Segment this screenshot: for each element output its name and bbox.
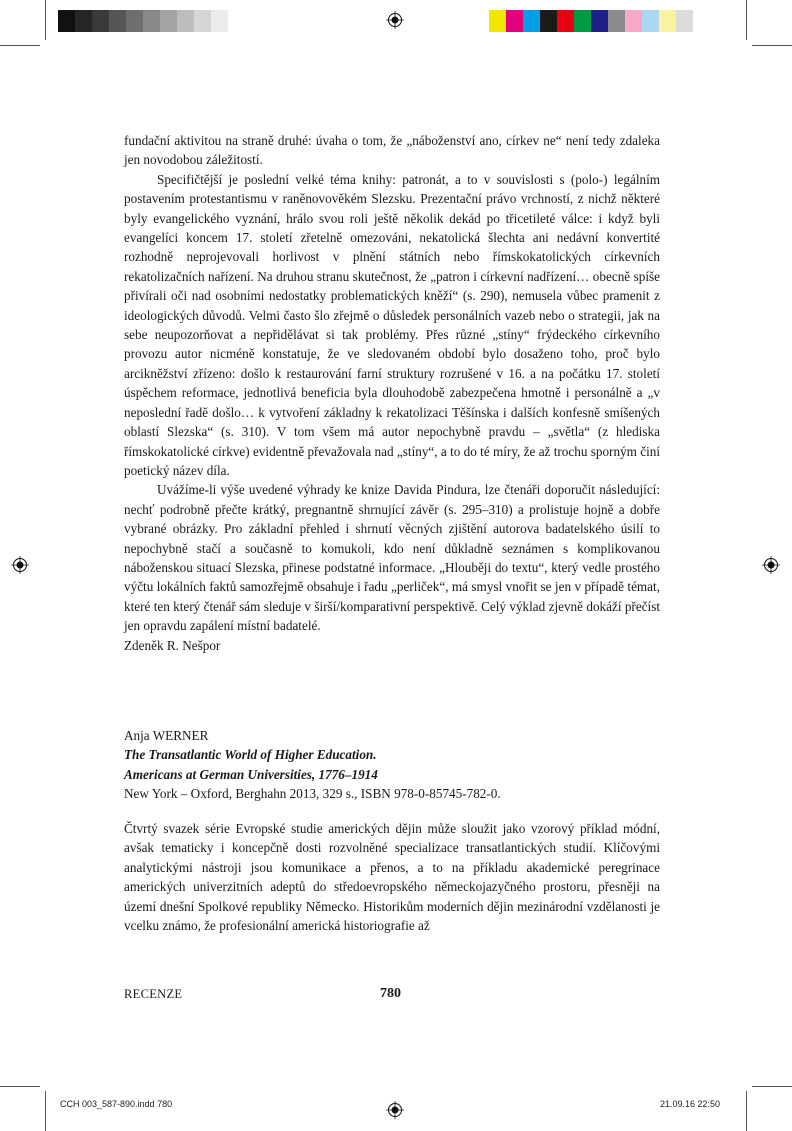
color-swatch xyxy=(194,10,211,32)
registration-mark-right-icon xyxy=(762,556,780,574)
color-swatch xyxy=(506,10,523,32)
registration-mark-bottom-icon xyxy=(386,1101,404,1119)
crop-mark xyxy=(752,1086,792,1087)
crop-mark xyxy=(0,1086,40,1087)
color-swatch xyxy=(557,10,574,32)
article-text xyxy=(124,131,660,655)
color-swatch xyxy=(591,10,608,32)
color-swatch xyxy=(92,10,109,32)
color-swatch xyxy=(489,10,506,32)
crop-mark xyxy=(746,0,747,40)
crop-mark xyxy=(746,1091,747,1131)
review-body xyxy=(124,819,660,935)
registration-mark-top-icon xyxy=(386,11,404,29)
color-swatch xyxy=(523,10,540,32)
paragraph: Čtvrtý svazek série Evropské studie amerických dějin může sloužit jako vzorový příklad módní, avšak tematicky i koncepčně dosti rozvolněné specializace transatlantických studií. Klíčovými analytickými nástroji jsou komunikace a přenos, a to na příkladu akademické peregrinace amerických univerzitních adeptů do středoevropského německojazyčného prostoru, přesněji na území dnešní Spolkové republiky Německo. Historikům moderních dějin mezinárodní vzdělanosti je vcelku známo, že profesionální americká historiografie až xyxy=(124,821,660,934)
color-swatch xyxy=(540,10,557,32)
color-swatch xyxy=(659,10,676,32)
color-swatch xyxy=(109,10,126,32)
color-swatch xyxy=(58,10,75,32)
review-signature: Zdeněk R. Nešpor xyxy=(124,637,221,653)
publication-info: New York – Oxford, Berghahn 2013, 329 s., ISBN 978-0-85745-782-0. xyxy=(124,786,501,802)
color-swatch xyxy=(608,10,625,32)
paragraph: Uvážíme-li výše uvedené výhrady ke knize Davida Pindura, lze čtenáři doporučit následující: nechť podrobně přečte krátký, pregnantně shrnující závěr (s. 295–310) a prolistuje hojně a dobře vybrané obrázky. Pro základní přehled i shrnutí věcných zjištění autorova badatelského úsilí to nepochybně stačí a současně to komukoli, kdo není důkladně seznámen s komplikovanou náboženskou situací Slezska, přinese podstatné informace. „Hlouběji do textu“, který vedle prostého výčtu lokálních faktů samozřejmě obsahuje i řadu „perliček“, má smysl vnořit se jen v případě témat, které ten který čtenář sám sleduje v širší/komparativní perspektivě. Celý výklad zjevně dokáží přečíst jen opravdu zapálení místní badatelé. xyxy=(124,482,660,634)
color-calibration-bar xyxy=(489,10,693,32)
registration-mark-left-icon xyxy=(11,556,29,574)
review-header xyxy=(124,726,660,804)
color-swatch xyxy=(143,10,160,32)
color-swatch xyxy=(642,10,659,32)
slug-filename: CCH 003_587-890.indd 780 xyxy=(60,1099,173,1109)
paragraph: Specifičtější je poslední velké téma knihy: patronát, a to v souvislosti s (polo-) legálním postavením protestantismu v raněnovověkém Slezsku. Prezentační právo vrchností, z nichž některé byly evangelického vyznání, hrálo svou roli ještě několik dekád po třicetileté válce: i když byli evangelíci koncem 17. století zřetelně omezováni, nekatolická šlechta ani nedávní konvertité rozhodně neprojevovali horlivost v plnění státních nebo římskokatolických církevních rekatolizačních nařízení. Na druhou stranu skutečnost, že „patron i církevní nadřízení… obecně spíše přivírali oči nad osobními nedostatky problematických kněží“ (s. 290), nemusela vůbec pramenit z ideologických důvodů. Velmi často šlo zřejmě o důsledek personálních vazeb nebo o strategii, jak na sebe neupozorňovat a nepřidělávat si tak problémy. Přes různé „stíny“ frýdeckého církevního provozu autor nicméně konstatuje, že ve sledovaném období bylo dosaženo toho, proč bylo arcikněžství zřízeno: došlo k restaurování farní struktury rozrušené v 16. a na počátku 17. století úspěchem reformace, jednotlivá beneficia byla dlouhodobě zabezpečena hmotně i personálně a „v neposlední řadě došlo… k vytvoření základny k rekatolizaci Těšínska i dalších konfesně smíšených oblastí Slezska“ (s. 310). V tom všem má autor nepochybně pravdu – „světla“ (z hlediska římskokatolické církve) evidentně převažovala nad „stíny“, a to do té míry, že až trochu sporným činí poetický název díla. xyxy=(124,171,660,478)
book-subtitle: Americans at German Universities, 1776–1914 xyxy=(124,766,378,782)
color-swatch xyxy=(126,10,143,32)
crop-mark xyxy=(45,0,46,40)
paragraph: fundační aktivitou na straně druhé: úvaha o tom, že „náboženství ano, církev ne“ není tedy zdaleka jen novodobou záležitostí. xyxy=(124,133,660,168)
crop-mark xyxy=(0,45,40,46)
color-swatch xyxy=(625,10,642,32)
slug-timestamp: 21.09.16 22:50 xyxy=(660,1099,721,1109)
color-swatch xyxy=(574,10,591,32)
grayscale-bar xyxy=(58,10,245,32)
color-swatch xyxy=(177,10,194,32)
color-swatch xyxy=(211,10,228,32)
crop-mark xyxy=(752,45,792,46)
color-swatch xyxy=(228,10,245,32)
section-label: RECENZE xyxy=(124,987,183,1001)
crop-mark xyxy=(45,1091,46,1131)
color-swatch xyxy=(75,10,92,32)
book-title: The Transatlantic World of Higher Education. xyxy=(124,747,377,763)
review-author: Anja WERNER xyxy=(124,728,209,743)
page-number: 780 xyxy=(380,986,401,1001)
color-swatch xyxy=(160,10,177,32)
color-swatch xyxy=(676,10,693,32)
